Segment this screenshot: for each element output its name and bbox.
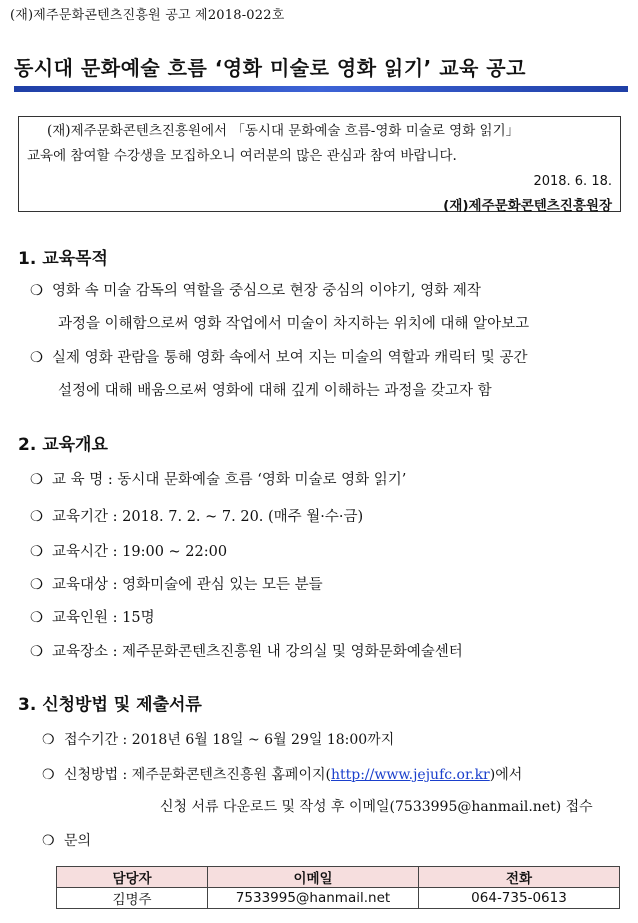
page-title: 동시대 문화예술 흐름 ‘영화 미술로 영화 읽기’ 교육 공고	[14, 56, 526, 80]
section-heading-apply: 3. 신청방법 및 제출서류	[18, 695, 202, 715]
bullet-icon: ❍	[30, 283, 43, 299]
overview-item: ❍ 교육인원 : 15명	[30, 610, 155, 626]
intro-date: 2018. 6. 18.	[533, 174, 612, 189]
intro-signature: (재)제주문화콘텐츠진흥원장	[443, 198, 612, 214]
title-underline	[14, 86, 628, 92]
header-manager: 담당자	[57, 867, 208, 888]
purpose-item-1: ❍ 영화 속 미술 감독의 역할을 중심으로 현장 중심의 이야기, 영화 제작	[30, 283, 481, 299]
bullet-icon: ❍	[30, 544, 43, 560]
inquiry-label: ❍ 문의	[42, 833, 92, 849]
bullet-icon: ❍	[42, 732, 55, 748]
bullet-icon: ❍	[30, 577, 43, 593]
cell-email: 7533995@hanmail.net	[208, 888, 419, 909]
bullet-icon: ❍	[30, 610, 43, 626]
contact-table	[56, 866, 620, 909]
intro-line-2: 교육에 참여할 수강생을 모집하오니 여러분의 많은 관심과 참여 바랍니다.	[27, 148, 457, 164]
cell-manager: 김명주	[57, 888, 208, 909]
notice-number: (재)제주문화콘텐츠진흥원 공고 제2018-022호	[10, 8, 285, 23]
bullet-icon: ❍	[42, 833, 55, 849]
bullet-icon: ❍	[30, 472, 43, 488]
table-header-row	[57, 867, 620, 888]
header-phone: 전화	[419, 867, 620, 888]
section-heading-purpose: 1. 교육목적	[18, 249, 108, 269]
bullet-icon: ❍	[30, 509, 43, 525]
apply-period: ❍ 접수기간 : 2018년 6월 18일 ~ 6월 29일 18:00까지	[42, 732, 395, 748]
overview-item: ❍ 교육장소 : 제주문화콘텐츠진흥원 내 강의실 및 영화문화예술센터	[30, 644, 463, 660]
overview-item: ❍ 교육기간 : 2018. 7. 2. ~ 7. 20. (매주 월·수·금)	[30, 509, 364, 525]
purpose-item-1-cont: 과정을 이해함으로써 영화 작업에서 미술이 차지하는 위치에 대해 알아보고	[58, 316, 530, 332]
bullet-icon: ❍	[30, 350, 43, 366]
intro-line-1: (재)제주문화콘텐츠진흥원에서 「동시대 문화예술 흐름-영화 미술로 영화 읽기」	[47, 123, 520, 139]
bullet-icon: ❍	[30, 644, 43, 660]
bullet-icon: ❍	[42, 767, 55, 783]
intro-box	[18, 116, 621, 212]
apply-method-cont: 신청 서류 다운로드 및 작성 후 이메일(7533995@hanmail.net) 접수	[160, 799, 593, 815]
header-email: 이메일	[208, 867, 419, 888]
cell-phone: 064-735-0613	[419, 888, 620, 909]
overview-item: ❍ 교육시간 : 19:00 ~ 22:00	[30, 544, 228, 560]
purpose-item-2: ❍ 실제 영화 관람을 통해 영화 속에서 보여 지는 미술의 역할과 캐릭터 및 공간	[30, 350, 528, 366]
apply-method: ❍ 신청방법 : 제주문화콘텐츠진흥원 홈페이지(http://www.jejufc.or.kr)에서	[42, 767, 523, 783]
overview-item: ❍ 교 육 명 : 동시대 문화예술 흐름 ‘영화 미술로 영화 읽기’	[30, 472, 407, 488]
purpose-item-2-cont: 설정에 대해 배움으로써 영화에 대해 깊게 이해하는 과정을 갖고자 함	[58, 383, 492, 399]
table-row	[57, 888, 620, 909]
overview-item: ❍ 교육대상 : 영화미술에 관심 있는 모든 분들	[30, 577, 323, 593]
section-heading-overview: 2. 교육개요	[18, 435, 108, 455]
homepage-link[interactable]: http://www.jejufc.or.kr	[330, 767, 490, 783]
